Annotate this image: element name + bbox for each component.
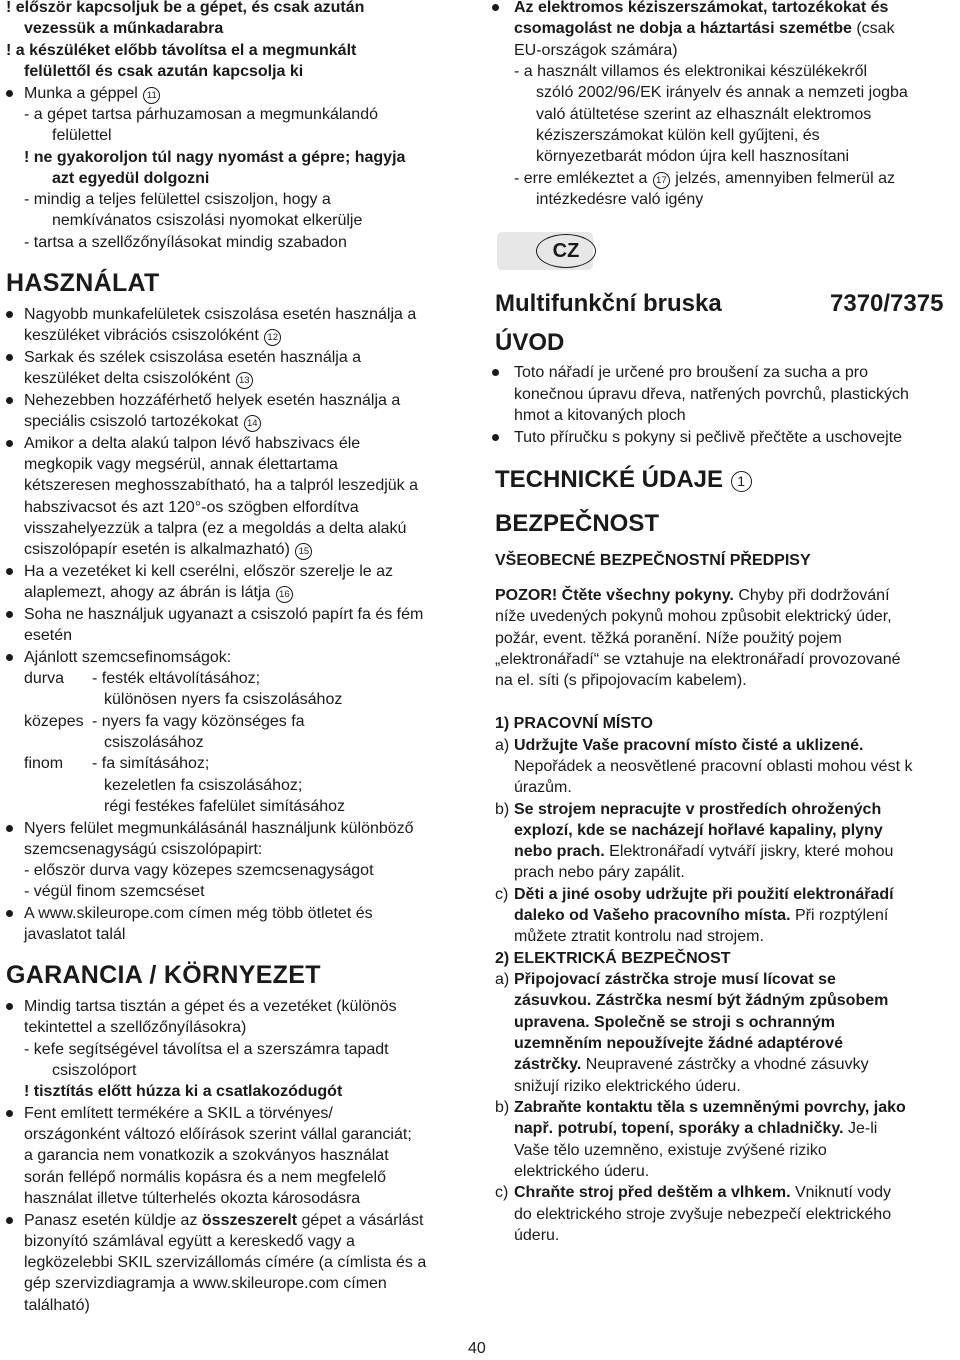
grit-desc: különösen nyers fa csiszolásához bbox=[104, 691, 343, 708]
list-item: bizonyító számlával együtt a kereskedő vagy a bbox=[24, 1233, 355, 1250]
list-item: A www.skileurope.com címen még több ötletet és bbox=[24, 905, 373, 922]
bullet bbox=[6, 1110, 13, 1117]
item-label: b) bbox=[495, 1099, 510, 1116]
list-item: keszüléket delta csiszolóként 13 bbox=[24, 368, 254, 389]
list-item: nemkívánatos csiszolási nyomokat elkerülje bbox=[52, 212, 363, 229]
list-item: Sarkak és szélek csiszolása esetén használja a bbox=[24, 349, 362, 366]
grit-desc: kezeletlen fa csiszolásához; bbox=[104, 777, 303, 794]
section-heading-hasznalat: HASZNÁLAT bbox=[6, 269, 160, 297]
warning-line: felülettől és csak azután kapcsolja ki bbox=[24, 63, 304, 80]
list-item: Az elektromos kéziszerszámokat, tartozékokat és bbox=[514, 0, 889, 16]
item-text: snižují riziko elektrického úderu. bbox=[514, 1078, 741, 1095]
section-heading-technicke: TECHNICKÉ ÚDAJE 1 bbox=[495, 466, 753, 494]
item-text: uzemněním nepoužívejte žádné adaptérové bbox=[514, 1035, 843, 1052]
page-number: 40 bbox=[468, 1340, 486, 1357]
warning-line: ! először kapcsoljuk be a gépet, és csak azután bbox=[6, 0, 365, 16]
list-item: használat illetve túlterhelés okozta károsodásra bbox=[24, 1190, 361, 1207]
list-item: Mindig tartsa tisztán a gépet és a vezetéket (különös bbox=[24, 998, 397, 1015]
bullet bbox=[6, 825, 13, 832]
language-badge-cz: CZ bbox=[536, 234, 596, 268]
list-item: alaplemezt, ahogy az ábrán is látja 16 bbox=[24, 582, 294, 603]
section-heading-bezpecnost: BEZPEČNOST bbox=[495, 510, 660, 537]
bullet bbox=[6, 654, 13, 661]
list-item: speciális csiszoló tartozékokat 14 bbox=[24, 411, 262, 432]
list-item: szóló 2002/96/EK irányelv és annak a nemzeti jogba bbox=[536, 84, 908, 101]
bullet bbox=[6, 910, 13, 917]
list-item: való átültetése szerint az elhasznált elektromos bbox=[536, 106, 872, 123]
list-item: - először durva vagy közepes szemcsenagyságot bbox=[24, 862, 374, 879]
list-item: csiszolóport bbox=[52, 1062, 137, 1079]
item-label: c) bbox=[495, 886, 509, 903]
list-item: habszivacsot és azt 120°-os szögben elfordítva bbox=[24, 499, 359, 516]
item-text: daleko od Vašeho pracovního místa. Při rozptýlení bbox=[514, 907, 889, 924]
item-text: zásuvkou. Zástrčka nesmí být žádným způsobem bbox=[514, 992, 889, 1009]
list-item: hmot a kitovaných ploch bbox=[514, 407, 686, 424]
list-item: - tartsa a szellőzőnyílásokat mindig szabadon bbox=[24, 234, 347, 251]
product-title: Multifunkční bruska bbox=[495, 290, 722, 317]
list-item: során fellépő normális kopásra és a nem megfelelő bbox=[24, 1169, 386, 1186]
list-item: gép szervizdiagramja a www.skileurope.com címen bbox=[24, 1275, 387, 1292]
item-label: b) bbox=[495, 801, 510, 818]
bullet bbox=[6, 311, 13, 318]
list-item: - erre emlékeztet a 17 jelzés, amennyiben felmerül az bbox=[514, 170, 895, 187]
list-item: található) bbox=[24, 1297, 90, 1314]
list-item: Ha a vezetéket ki kell cserélni, először szerelje le az bbox=[24, 563, 394, 580]
figure-ref-11: 11 bbox=[143, 87, 160, 104]
paragraph-line: níže uvedených pokynů mohou způsobit elektrický úder, bbox=[495, 608, 892, 625]
item-text: Děti a jiné osoby udržujte při použití elektronářadí bbox=[514, 886, 894, 903]
list-item: visszahelyezzük a talpra (ez a megoldás a delta alakú bbox=[24, 520, 407, 537]
list-item: Munka a géppel 11 bbox=[24, 83, 161, 104]
grit-label: finom bbox=[24, 755, 64, 772]
grit-desc: - fa simításához; bbox=[92, 755, 210, 772]
figure-ref-17: 17 bbox=[653, 172, 670, 189]
paragraph-line: požár, event. těžká poranění. Níže použitý pojem bbox=[495, 630, 842, 647]
list-item: legközelebbi SKIL szervizállomás címére (a címlista és a bbox=[24, 1254, 427, 1271]
item-text: do elektrického stroje zvyšuje nebezpečí elektrického bbox=[514, 1206, 892, 1223]
item-text: elektrického úderu. bbox=[514, 1163, 650, 1180]
list-item: csiszolópapír esetén is alkalmazható) 15 bbox=[24, 539, 313, 560]
item-text: úrazům. bbox=[514, 779, 572, 796]
grit-desc: régi festékes fafelület simításához bbox=[104, 798, 346, 815]
section-heading-uvod: ÚVOD bbox=[495, 329, 565, 356]
section-heading-garancia: GARANCIA / KÖRNYEZET bbox=[6, 961, 321, 989]
list-item: Fent említett termékére a SKIL a törvényes/ bbox=[24, 1105, 333, 1122]
item-text: Chraňte stroj před deštěm a vlhkem. Vniknutí vody bbox=[514, 1184, 892, 1201]
list-item: kétszeresen meghosszabítható, ha a talpról leszedjük a bbox=[24, 477, 419, 494]
item-text: Udržujte Vaše pracovní místo čisté a uklizené. bbox=[514, 737, 864, 754]
bullet bbox=[6, 568, 13, 575]
list-item: - mindig a teljes felülettel csiszoljon, hogy a bbox=[24, 191, 331, 208]
bullet bbox=[492, 434, 499, 441]
bullet bbox=[6, 440, 13, 447]
list-item: szemcsenagyságú csiszolópapirt: bbox=[24, 841, 263, 858]
list-item: javaslatot talál bbox=[24, 926, 126, 943]
item-text: Zabraňte kontaktu těla s uzemněnými povrchy, jako bbox=[514, 1099, 906, 1116]
bullet bbox=[6, 397, 13, 404]
list-item: Panasz esetén küldje az összeszerelt gépet a vásárlást bbox=[24, 1212, 424, 1229]
list-item: konečnou úpravu dřeva, natřených povrchů, plastických bbox=[514, 386, 909, 403]
paragraph-line: na el. síti (s připojovacím kabelem). bbox=[495, 672, 747, 689]
paragraph-line: POZOR! Čtěte všechny pokyny. Chyby při dodržování bbox=[495, 587, 890, 604]
figure-ref-1: 1 bbox=[731, 471, 752, 492]
warning-line: azt egyedül dolgozni bbox=[52, 170, 210, 187]
figure-ref-12: 12 bbox=[264, 329, 281, 346]
list-item: a garancia nem vonatkozik a szokványos használat bbox=[24, 1147, 389, 1164]
bullet bbox=[6, 354, 13, 361]
item-text: úderu. bbox=[514, 1227, 560, 1244]
list-item: felülettel bbox=[52, 127, 112, 144]
list-item: intézkedésre való igény bbox=[536, 191, 704, 208]
list-item: Ajánlott szemcsefinomságok: bbox=[24, 649, 232, 666]
item-text: nebo prach. Elektronářadí vytváří jiskry, které mohou bbox=[514, 843, 894, 860]
list-item: Tuto příručku s pokyny si pečlivě přečtěte a uschovejte bbox=[514, 429, 903, 446]
list-item: Nehezebben hozzáférhető helyek esetén használja a bbox=[24, 392, 401, 409]
item-text: Nepořádek a neosvětlené pracovní oblasti mohou vést k bbox=[514, 758, 913, 775]
list-item: Nyers felület megmunkálásánál használjunk különböző bbox=[24, 820, 414, 837]
grit-label: durva bbox=[24, 670, 65, 687]
list-item: EU-országok számára) bbox=[514, 42, 678, 59]
grit-desc: - nyers fa vagy közönséges fa bbox=[92, 713, 305, 730]
warning-line: ! a készüléket előbb távolítsa el a megmunkált bbox=[6, 42, 357, 59]
list-item: megkopik vagy megsérül, annak élettartama bbox=[24, 456, 338, 473]
figure-ref-15: 15 bbox=[295, 543, 312, 560]
list-item: környezetbarát módon újra kell hasznosítani bbox=[536, 148, 850, 165]
bullet bbox=[492, 369, 499, 376]
list-item: Amikor a delta alakú talpon lévő habszivacs éle bbox=[24, 435, 361, 452]
grit-label: közepes bbox=[24, 713, 84, 730]
subsection-heading: 2) ELEKTRICKÁ BEZPEČNOST bbox=[495, 950, 731, 967]
list-item: - a használt villamos és elektronikai készülékekről bbox=[514, 63, 868, 80]
bullet bbox=[492, 4, 499, 11]
list-item: Soha ne használjuk ugyanazt a csiszoló papírt fa és fém bbox=[24, 606, 424, 623]
warning-line: ! tisztítás előtt húzza ki a csatlakozódugót bbox=[24, 1083, 343, 1100]
subsection-heading: VŠEOBECNÉ BEZPEČNOSTNÍ PŘEDPISY bbox=[495, 552, 811, 569]
warning-line: vezessük a műnkadarabra bbox=[24, 20, 224, 37]
item-text: zástrčky. Neupravené zástrčky a vhodné zásuvky bbox=[514, 1056, 869, 1073]
list-item: - végül finom szemcséset bbox=[24, 883, 205, 900]
product-model: 7370/7375 bbox=[830, 290, 944, 317]
list-item: Toto nářadí je určené pro broušení za sucha a pro bbox=[514, 364, 868, 381]
item-text: Se strojem nepracujte v prostředích ohrožených bbox=[514, 801, 882, 818]
item-label: a) bbox=[495, 971, 510, 988]
grit-desc: - festék eltávolításához; bbox=[92, 670, 261, 687]
list-item: Nagyobb munkafelületek csiszolása esetén használja a bbox=[24, 306, 417, 323]
list-item: csomagolást ne dobja a háztartási szemétbe (csak bbox=[514, 20, 895, 37]
list-item: esetén bbox=[24, 627, 73, 644]
subsection-heading: 1) PRACOVNÍ MÍSTO bbox=[495, 715, 653, 732]
warning-line: ! ne gyakoroljon túl nagy nyomást a gépre; hagyja bbox=[24, 149, 406, 166]
bullet bbox=[6, 1217, 13, 1224]
bullet bbox=[6, 611, 13, 618]
list-item: országonként változó előírások szerint vállal garanciát; bbox=[24, 1126, 412, 1143]
list-item: keszüléket vibrációs csiszolóként 12 bbox=[24, 325, 282, 346]
figure-ref-13: 13 bbox=[236, 372, 253, 389]
item-text: Vaše tělo uzemněno, existuje zvýšené riziko bbox=[514, 1142, 827, 1159]
item-text: explozí, kde se nacházejí hořlavé kapaliny, plyny bbox=[514, 822, 883, 839]
list-item: kéziszerszámokat külön kell gyűjteni, és bbox=[536, 127, 820, 144]
list-item: tekintettel a szellőzőnyílásokra) bbox=[24, 1019, 247, 1036]
item-text: např. potrubí, topení, sporáky a chladničky. Je-li bbox=[514, 1120, 878, 1137]
figure-ref-16: 16 bbox=[276, 586, 293, 603]
bullet bbox=[6, 1003, 13, 1010]
figure-ref-14: 14 bbox=[244, 415, 261, 432]
bullet bbox=[6, 90, 13, 97]
item-label: a) bbox=[495, 737, 510, 754]
list-item: - kefe segítségével távolítsa el a szerszámra tapadt bbox=[24, 1041, 389, 1058]
item-text: můžete ztratit kontrolu nad strojem. bbox=[514, 928, 764, 945]
item-text: Připojovací zástrčka stroje musí lícovat se bbox=[514, 971, 836, 988]
paragraph-line: „elektronářadí“ se vztahuje na elektronářadí provozované bbox=[495, 651, 901, 668]
item-text: upravena. Společně se stroji s ochranným bbox=[514, 1014, 835, 1031]
item-label: c) bbox=[495, 1184, 509, 1201]
item-text: prach nebo páry zapálit. bbox=[514, 864, 685, 881]
grit-desc: csiszolásához bbox=[104, 734, 204, 751]
list-item: - a gépet tartsa párhuzamosan a megmunkálandó bbox=[24, 106, 378, 123]
